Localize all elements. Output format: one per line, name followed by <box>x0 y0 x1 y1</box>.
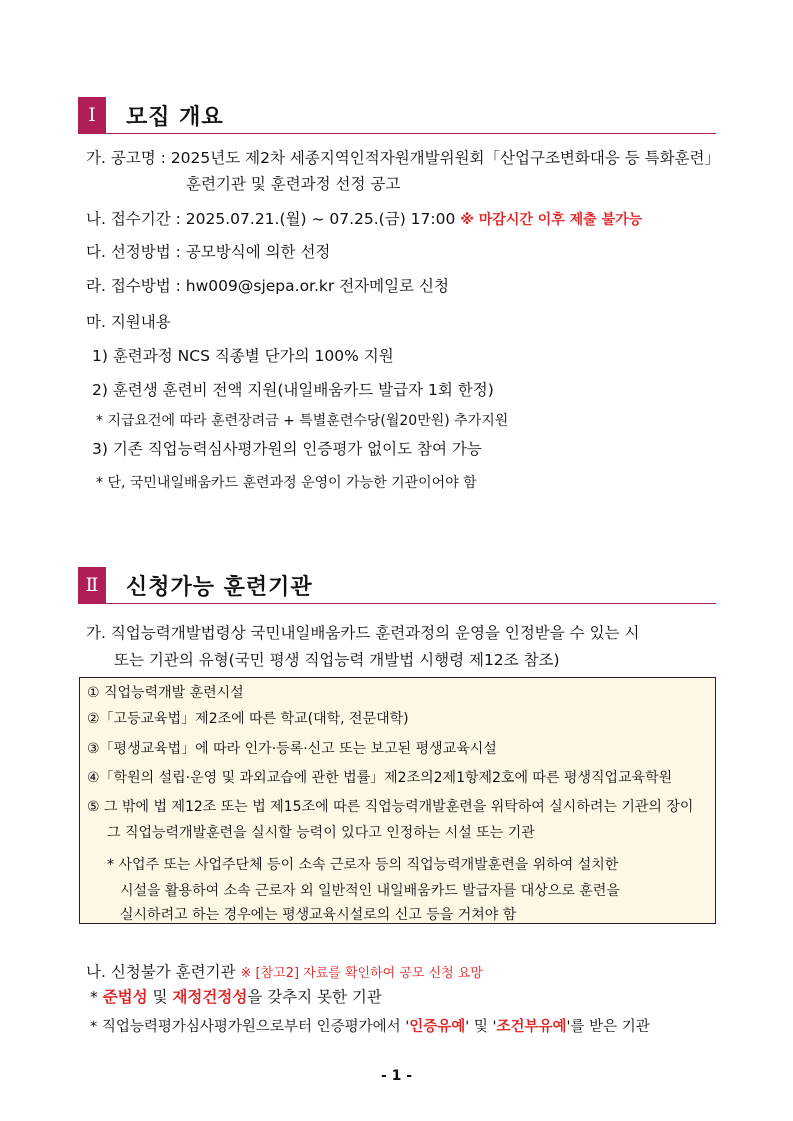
ineligible-item-2: * 직업능력평가심사평가원으로부터 인증평가에서 '인증유예' 및 '조건부유예'를 받은 기관 <box>90 1019 650 1035</box>
submission-method-line: 라. 접수방법 : hw009@sjepa.or.kr 전자메일로 신청 <box>86 277 449 295</box>
support-item-3: 3) 기존 직업능력심사평가원의 인증평가 없이도 참여 가능 <box>92 440 482 458</box>
notice-name-line-2: 훈련기관 및 훈련과정 선정 공고 <box>186 175 401 193</box>
box-item-5: ⑤ 그 밖에 법 제12조 또는 법 제15조에 따른 직업능력개발훈련을 위탁하여 실시하려는 기관의 장이 <box>87 799 694 815</box>
section-1-header <box>78 97 716 134</box>
period-line <box>86 207 642 229</box>
box-item-1: ① 직업능력개발 훈련시설 <box>87 685 244 701</box>
ineligible-reference-note: ※ [참고2] 자료를 확인하여 공모 신청 요망 <box>240 966 483 981</box>
section-number: Ⅰ <box>78 97 106 133</box>
section-2-header <box>78 567 716 604</box>
support-item-2-note: * 지급요건에 따라 훈련장려금 + 특별훈련수당(월20만원) 추가지원 <box>96 413 509 429</box>
ineligible-item-1: * 준법성 및 재정건정성을 갖추지 못한 기관 <box>90 988 382 1006</box>
support-heading: 마. 지원내용 <box>86 313 171 331</box>
box-item-3: ③「평생교육법」에 따라 인가·등록·신고 또는 보고된 평생교육시설 <box>87 741 497 757</box>
page-number: - 1 - <box>380 1068 413 1084</box>
support-item-1: 1) 훈련과정 NCS 직종별 단가의 100% 지원 <box>92 347 394 365</box>
box-note-line-3: 실시하려고 하는 경우에는 평생교육시설로의 신고 등을 거쳐야 함 <box>120 907 517 923</box>
eligible-institutions-box <box>79 677 716 924</box>
conditional-deferral-keyword: 조건부유예 <box>496 1019 567 1035</box>
box-item-5-cont: 그 직업능력개발훈련을 실시할 능력이 있다고 인정하는 시설 또는 기관 <box>107 825 535 841</box>
section-title: 모집 개요 <box>126 105 224 130</box>
financial-keyword: 재정건정성 <box>172 988 248 1006</box>
compliance-keyword: 준법성 <box>102 988 148 1006</box>
box-note-line-1: * 사업주 또는 사업주단체 등이 소속 근로자 등의 직업능력개발훈련을 위하여 설치한 <box>107 857 619 873</box>
box-item-4: ④「학원의 설립·운영 및 과외교습에 관한 법률」제2조의2제1항제2호에 따른 평생직업교육학원 <box>87 770 673 786</box>
support-item-3-note: * 단, 국민내일배움카드 훈련과정 운영이 가능한 기관이어야 함 <box>96 475 477 491</box>
box-note-line-2: 시설을 활용하여 소속 근로자 외 일반적인 내일배움카드 발급자를 대상으로 훈련을 <box>120 883 620 899</box>
notice-name-line: 가. 공고명 : 2025년도 제2차 세종지역인적자원개발위원회「산업구조변화대응 등 특화훈련」 <box>86 149 721 167</box>
eligible-types-line: 가. 직업능력개발법령상 국민내일배움카드 훈련과정의 운영을 인정받을 수 있는 시 <box>86 624 640 642</box>
deadline-warning: ※ 마감시간 이후 제출 불가능 <box>460 212 643 228</box>
box-item-2: ②「고등교육법」제2조에 따른 학교(대학, 전문대학) <box>87 711 409 727</box>
section-title: 신청가능 훈련기관 <box>126 575 313 600</box>
eligible-types-line-2: 또는 기관의 유형(국민 평생 직업능력 개발법 시행령 제12조 참조) <box>114 651 560 669</box>
selection-method-line: 다. 선정방법 : 공모방식에 의한 선정 <box>86 243 331 261</box>
deferral-keyword: 인증유예 <box>409 1019 466 1035</box>
ineligible-heading: 나. 신청불가 훈련기관 <box>86 963 236 981</box>
ineligible-heading-line <box>86 960 483 982</box>
section-number: Ⅱ <box>78 567 106 603</box>
support-item-2: 2) 훈련생 훈련비 전액 지원(내일배움카드 발급자 1회 한정) <box>92 381 494 399</box>
period-text: 나. 접수기간 : 2025.07.21.(월) ~ 07.25.(금) 17:00 <box>86 210 456 228</box>
